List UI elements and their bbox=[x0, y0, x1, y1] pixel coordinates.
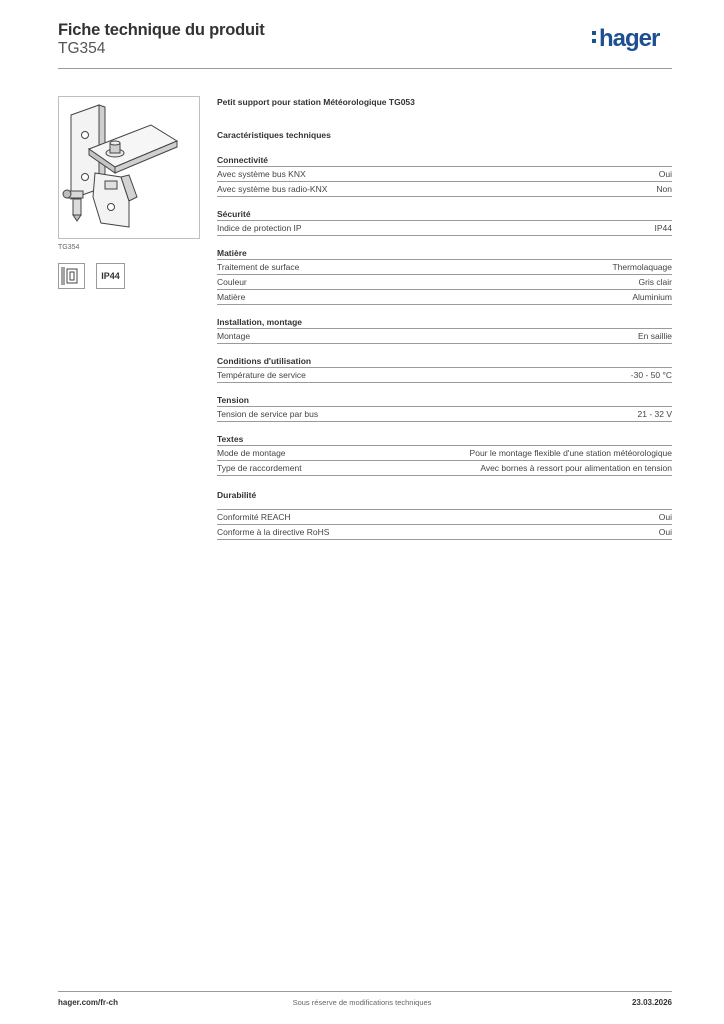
section-sustainability bbox=[217, 489, 672, 540]
spec-value: Gris clair bbox=[638, 277, 672, 287]
page-title: Fiche technique du produit bbox=[58, 21, 265, 39]
section-voltage bbox=[217, 394, 672, 422]
spec-row bbox=[217, 446, 672, 461]
spec-row bbox=[217, 525, 672, 540]
logo-dots-icon bbox=[592, 31, 597, 47]
spec-label: Montage bbox=[217, 331, 251, 341]
spec-value: En saillie bbox=[637, 331, 672, 341]
spec-label: Traitement de surface bbox=[217, 262, 300, 272]
section-title: Tension bbox=[217, 394, 672, 407]
footer-date: 23.03.2026 bbox=[631, 998, 672, 1007]
section-operating-conditions bbox=[217, 355, 672, 383]
spec-row bbox=[217, 260, 672, 275]
section-material bbox=[217, 247, 672, 305]
spec-row bbox=[217, 167, 672, 182]
spec-value: Thermolaquage bbox=[612, 262, 672, 272]
section-texts bbox=[217, 433, 672, 476]
spec-label: Couleur bbox=[217, 277, 247, 287]
spec-value: Aluminium bbox=[632, 292, 672, 302]
spec-value: Oui bbox=[658, 512, 672, 522]
surface-mount-symbol bbox=[58, 263, 85, 289]
spec-row bbox=[217, 290, 672, 305]
spec-label: Température de service bbox=[217, 370, 306, 380]
footer-website-link[interactable]: hager.com/fr-ch bbox=[58, 998, 119, 1007]
ip-rating-badge: IP44 bbox=[96, 263, 125, 289]
spec-value: Avec bornes à ressort pour alimentation en tension bbox=[480, 463, 672, 473]
section-connectivity bbox=[217, 154, 672, 197]
section-title: Installation, montage bbox=[217, 316, 672, 329]
spec-row bbox=[217, 275, 672, 290]
product-photo bbox=[58, 96, 200, 239]
hager-logo[interactable] bbox=[592, 27, 659, 51]
section-installation bbox=[217, 316, 672, 344]
photo-caption: TG354 bbox=[58, 244, 80, 251]
section-title: Textes bbox=[217, 433, 672, 446]
section-title: Conditions d'utilisation bbox=[217, 355, 672, 368]
section-title: Matière bbox=[217, 247, 672, 260]
spec-row bbox=[217, 329, 672, 344]
spec-label: Conformité REACH bbox=[217, 512, 291, 522]
section-title: Durabilité bbox=[217, 490, 257, 500]
product-code: TG354 bbox=[58, 40, 106, 57]
spec-content bbox=[217, 96, 672, 540]
spec-row bbox=[217, 221, 672, 236]
wall-bracket-image bbox=[59, 97, 199, 238]
spec-label: Matière bbox=[217, 292, 246, 302]
header-divider bbox=[58, 68, 672, 69]
logo-text: hager bbox=[599, 25, 660, 52]
spec-label: Tension de service par bus bbox=[217, 409, 319, 419]
spec-value: -30 - 50 °C bbox=[630, 370, 672, 380]
product-subject: Petit support pour station Météorologique TG053 bbox=[217, 97, 415, 107]
section-title: Sécurité bbox=[217, 208, 672, 221]
spec-value: Oui bbox=[658, 527, 672, 537]
spec-label: Avec système bus KNX bbox=[217, 169, 306, 179]
spec-value: Oui bbox=[658, 169, 672, 179]
spec-value: Non bbox=[656, 184, 672, 194]
spec-row bbox=[217, 368, 672, 383]
spec-label: Type de raccordement bbox=[217, 463, 302, 473]
spec-row bbox=[217, 461, 672, 476]
spec-value: 21 - 32 V bbox=[637, 409, 672, 419]
tech-characteristics-title: Caractéristiques techniques bbox=[217, 130, 331, 140]
section-security bbox=[217, 208, 672, 236]
spec-value: Pour le montage flexible d'une station météorologique bbox=[469, 448, 672, 458]
section-title: Connectivité bbox=[217, 154, 672, 167]
spec-label: Conforme à la directive RoHS bbox=[217, 527, 330, 537]
spec-row bbox=[217, 182, 672, 197]
spec-value: IP44 bbox=[654, 223, 672, 233]
spec-label: Avec système bus radio-KNX bbox=[217, 184, 328, 194]
spec-label: Indice de protection IP bbox=[217, 223, 302, 233]
spec-row bbox=[217, 510, 672, 525]
spec-label: Mode de montage bbox=[217, 448, 286, 458]
surface-mount-icon bbox=[59, 264, 84, 288]
footer-disclaimer: Sous réserve de modifications techniques bbox=[292, 998, 432, 1007]
footer-divider bbox=[58, 991, 672, 992]
spec-row bbox=[217, 407, 672, 422]
